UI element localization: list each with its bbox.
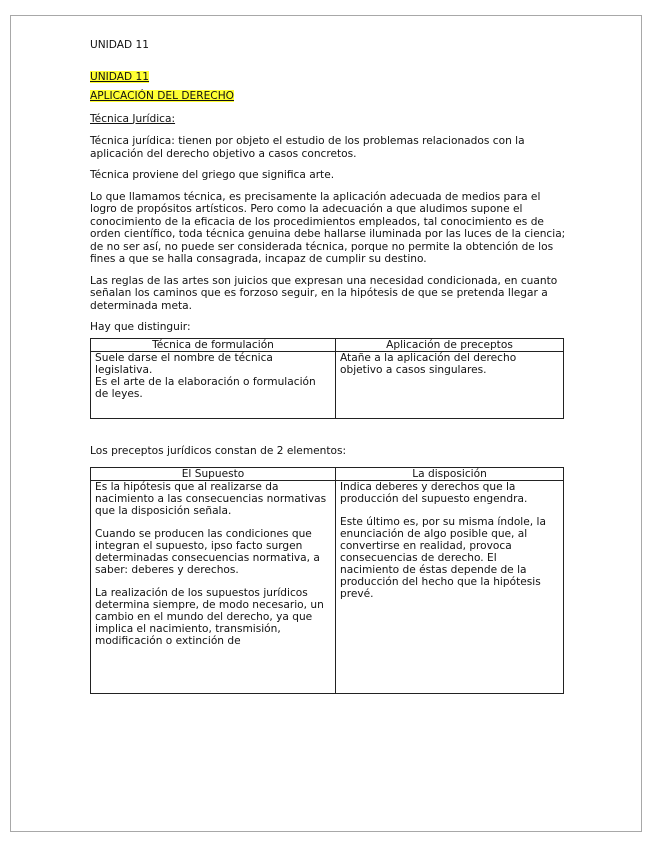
table-header-row	[91, 338, 564, 351]
cell-text: Suele darse el nombre de técnica legislativa.	[95, 351, 273, 376]
paragraph: Lo que llamamos técnica, es precisamente la aplicación adecuada de medios para el logro de propósitos artísticos. Pero como la adecuación a que aludimos supone el conocimiento de la eficacia de los procedimientos empleados, tal conocimiento es de orden científico, toda técnica genuina debe hallarse iluminada por las luces de la ciencia; de no ser así, no puede ser considerada técnica, porque no permite la obtención de los fines a que se halla consagrada, incapaz de cumplir su destino.	[90, 190, 566, 265]
main-title	[90, 90, 566, 103]
cell-text: Es el arte de la elaboración o formulación de leyes.	[95, 375, 316, 400]
unit-title	[90, 71, 566, 84]
table-cell	[91, 481, 336, 694]
section-subtitle-text: Técnica Jurídica:	[90, 112, 176, 125]
comparison-table-technique	[90, 338, 566, 419]
table-cell	[336, 351, 564, 418]
cell-text: La realización de los supuestos jurídicos determina siempre, de modo necesario, un cambio en el mundo del derecho, ya que implica el nacimiento, transmisión, modificación o extinción de	[95, 587, 324, 647]
document-body	[90, 39, 566, 694]
cell-text: Este último es, por su misma índole, la enunciación de algo posible que, al convertirse en realidad, provoca consecuencias de derecho. El nacimiento de éstas depende de la producción del hecho que la hipótesis prevé.	[340, 516, 546, 600]
table-header-row	[91, 468, 564, 481]
comparison-table-elements	[90, 467, 566, 694]
paragraph-gap	[95, 517, 331, 528]
table-header-cell: El Supuesto	[91, 468, 336, 481]
paragraph-gap	[95, 576, 331, 587]
paragraph: Las reglas de las artes son juicios que expresan una necesidad condicionada, en cuanto señalan los caminos que es forzoso seguir, en la hipótesis de que se pretenda llegar a determinada meta.	[90, 274, 558, 312]
paragraph: Hay que distinguir:	[90, 321, 191, 333]
main-title-text: APLICACIÓN DEL DERECHO	[90, 90, 234, 102]
table-header-cell: Técnica de formulación	[91, 338, 336, 351]
table-header-cell: Aplicación de preceptos	[336, 338, 564, 351]
running-header: UNIDAD 11	[90, 39, 150, 51]
table-row	[91, 481, 564, 694]
table-cell	[336, 481, 564, 694]
cell-text: Es la hipótesis que al realizarse da nacimiento a las consecuencias normativas que la disposición señala.	[95, 481, 327, 517]
paragraph: Técnica jurídica: tienen por objeto el estudio de los problemas relacionados con la aplicación del derecho objetivo a casos concretos.	[90, 135, 525, 160]
table-header-cell: La disposición	[336, 468, 564, 481]
paragraph: Los preceptos jurídicos constan de 2 elementos:	[90, 444, 347, 457]
cell-text: Cuando se producen las condiciones que integran el supuesto, ipso facto surgen determinadas consecuencias normativa, a saber: deberes y derechos.	[95, 528, 320, 576]
table-cell	[91, 351, 336, 418]
cell-text: Atañe a la aplicación del derecho objetivo a casos singulares.	[340, 351, 517, 376]
paragraph-gap	[340, 505, 559, 516]
cell-text: Indica deberes y derechos que la producción del supuesto engendra.	[340, 481, 528, 505]
unit-title-text: UNIDAD 11	[90, 70, 150, 83]
paragraph: Técnica proviene del griego que significa arte.	[90, 169, 335, 181]
table-row	[91, 351, 564, 418]
section-subtitle	[90, 113, 566, 126]
